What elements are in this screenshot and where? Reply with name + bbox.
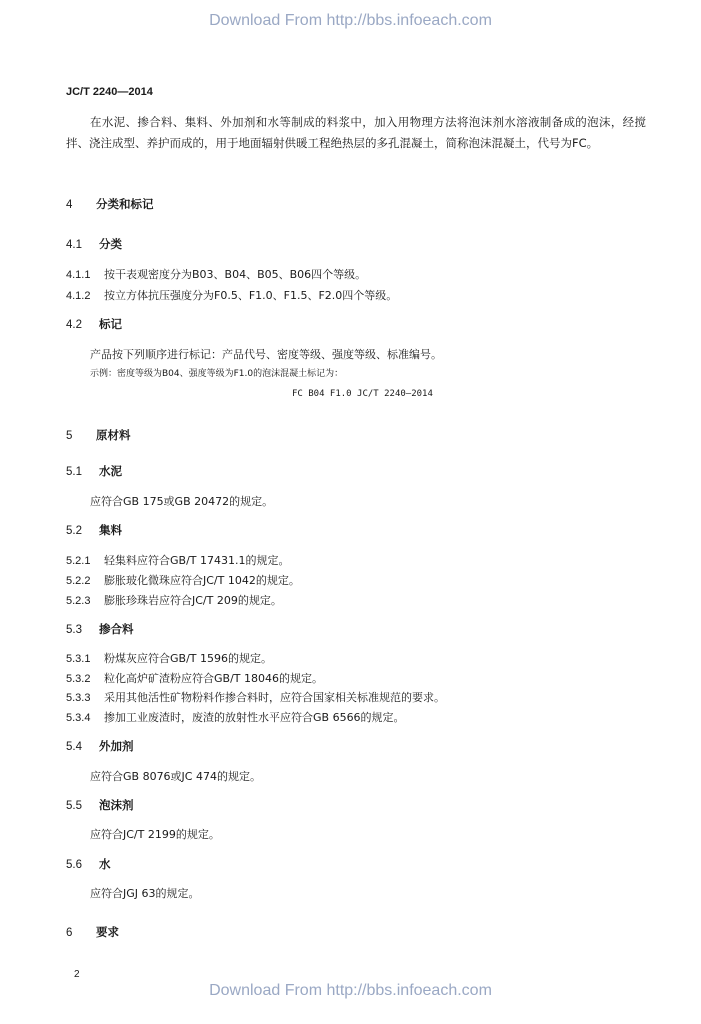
section-6-heading bbox=[66, 924, 119, 940]
section-5-heading bbox=[66, 427, 131, 443]
section-4-heading bbox=[66, 196, 154, 212]
section-number: 4 bbox=[66, 199, 73, 211]
example-text: 示例：密度等级为B04、强度等级为F1.0的泡沫混凝土标记为： bbox=[90, 369, 344, 379]
section-number: 4.2 bbox=[66, 319, 82, 331]
clause-number: 5.3.4 bbox=[66, 712, 91, 724]
section-number: 4.1 bbox=[66, 239, 82, 251]
clause-number: 5.2.3 bbox=[66, 595, 91, 607]
page-number: 2 bbox=[74, 969, 80, 980]
clause-5-3-3 bbox=[66, 689, 445, 705]
clause-text: 膨胀玻化微珠应符合JC/T 1042的规定。 bbox=[104, 574, 300, 587]
section-5-6-heading bbox=[66, 856, 111, 872]
section-5-2-heading bbox=[66, 522, 122, 538]
clause-number: 5.3.3 bbox=[66, 692, 91, 704]
section-number: 5.4 bbox=[66, 741, 82, 753]
section-5-6-text: 应符合JGJ 63的规定。 bbox=[90, 887, 200, 900]
clause-number: 5.3.2 bbox=[66, 673, 91, 685]
section-title: 分类和标记 bbox=[96, 197, 154, 211]
clause-number: 4.1.1 bbox=[66, 269, 91, 281]
clause-text: 粒化高炉矿渣粉应符合GB/T 18046的规定。 bbox=[104, 672, 323, 685]
section-number: 5.3 bbox=[66, 624, 82, 636]
clause-text: 按立方体抗压强度分为F0.5、F1.0、F1.5、F2.0四个等级。 bbox=[104, 289, 398, 302]
definition-paragraph: 在水泥、掺合料、集料、外加剂和水等制成的料浆中，加入用物理方法将泡沫剂水溶液制备成的泡沫，经搅拌、浇注成型、养护而成的，用于地面辐射供暖工程绝热层的多孔混凝土，简称泡沫混凝土，代号为FC。 bbox=[66, 115, 646, 150]
clause-number: 4.1.2 bbox=[66, 290, 91, 302]
clause-4-1-2 bbox=[66, 287, 397, 303]
clause-5-3-2 bbox=[66, 670, 323, 686]
section-title: 水泥 bbox=[99, 464, 122, 478]
section-title: 外加剂 bbox=[99, 739, 134, 753]
section-number: 5.2 bbox=[66, 525, 82, 537]
section-title: 泡沫剂 bbox=[99, 798, 134, 812]
section-5-5-text: 应符合JC/T 2199的规定。 bbox=[90, 828, 220, 841]
clause-text: 掺加工业废渣时，废渣的放射性水平应符合GB 6566的规定。 bbox=[104, 711, 405, 724]
section-title: 掺合料 bbox=[99, 622, 134, 636]
clause-5-3-4 bbox=[66, 709, 405, 725]
section-5-1-text: 应符合GB 175或GB 20472的规定。 bbox=[90, 495, 274, 508]
clause-5-2-1 bbox=[66, 552, 289, 568]
section-5-4-text: 应符合GB 8076或JC 474的规定。 bbox=[90, 770, 261, 783]
section-title: 集料 bbox=[99, 523, 122, 537]
section-5-4-heading bbox=[66, 738, 134, 754]
clause-text: 轻集料应符合GB/T 17431.1的规定。 bbox=[104, 554, 290, 567]
section-title: 分类 bbox=[99, 237, 122, 251]
clause-5-2-2 bbox=[66, 572, 300, 588]
section-4-2-heading bbox=[66, 316, 122, 332]
clause-number: 5.2.2 bbox=[66, 575, 91, 587]
clause-number: 5.2.1 bbox=[66, 555, 91, 567]
clause-text: 采用其他活性矿物粉料作掺合料时，应符合国家相关标准规范的要求。 bbox=[104, 691, 445, 704]
section-5-3-heading bbox=[66, 621, 134, 637]
clause-text: 膨胀珍珠岩应符合JC/T 209的规定。 bbox=[104, 594, 282, 607]
clause-4-1-1 bbox=[66, 266, 366, 282]
section-title: 标记 bbox=[99, 317, 122, 331]
section-number: 5.1 bbox=[66, 466, 82, 478]
section-title: 原材料 bbox=[96, 428, 131, 442]
marking-text: 产品按下列顺序进行标记：产品代号、密度等级、强度等级、标准编号。 bbox=[90, 348, 442, 361]
watermark-top: Download From http://bbs.infoeach.com bbox=[209, 12, 492, 29]
clause-text: 按干表观密度分为B03、B04、B05、B06四个等级。 bbox=[104, 268, 367, 281]
section-number: 6 bbox=[66, 927, 73, 939]
section-number: 5 bbox=[66, 430, 73, 442]
section-number: 5.5 bbox=[66, 800, 82, 812]
section-5-5-heading bbox=[66, 797, 134, 813]
section-title: 水 bbox=[99, 857, 111, 871]
standard-number-header: JC/T 2240—2014 bbox=[66, 86, 153, 98]
example-mark: FC B04 F1.0 JC/T 2240—2014 bbox=[292, 389, 433, 399]
section-number: 5.6 bbox=[66, 859, 82, 871]
watermark-bottom: Download From http://bbs.infoeach.com bbox=[209, 982, 492, 999]
section-4-1-heading bbox=[66, 236, 122, 252]
section-title: 要求 bbox=[96, 925, 119, 939]
clause-5-2-3 bbox=[66, 592, 282, 608]
clause-number: 5.3.1 bbox=[66, 653, 91, 665]
section-5-1-heading bbox=[66, 463, 122, 479]
clause-5-3-1 bbox=[66, 650, 272, 666]
clause-text: 粉煤灰应符合GB/T 1596的规定。 bbox=[104, 652, 272, 665]
